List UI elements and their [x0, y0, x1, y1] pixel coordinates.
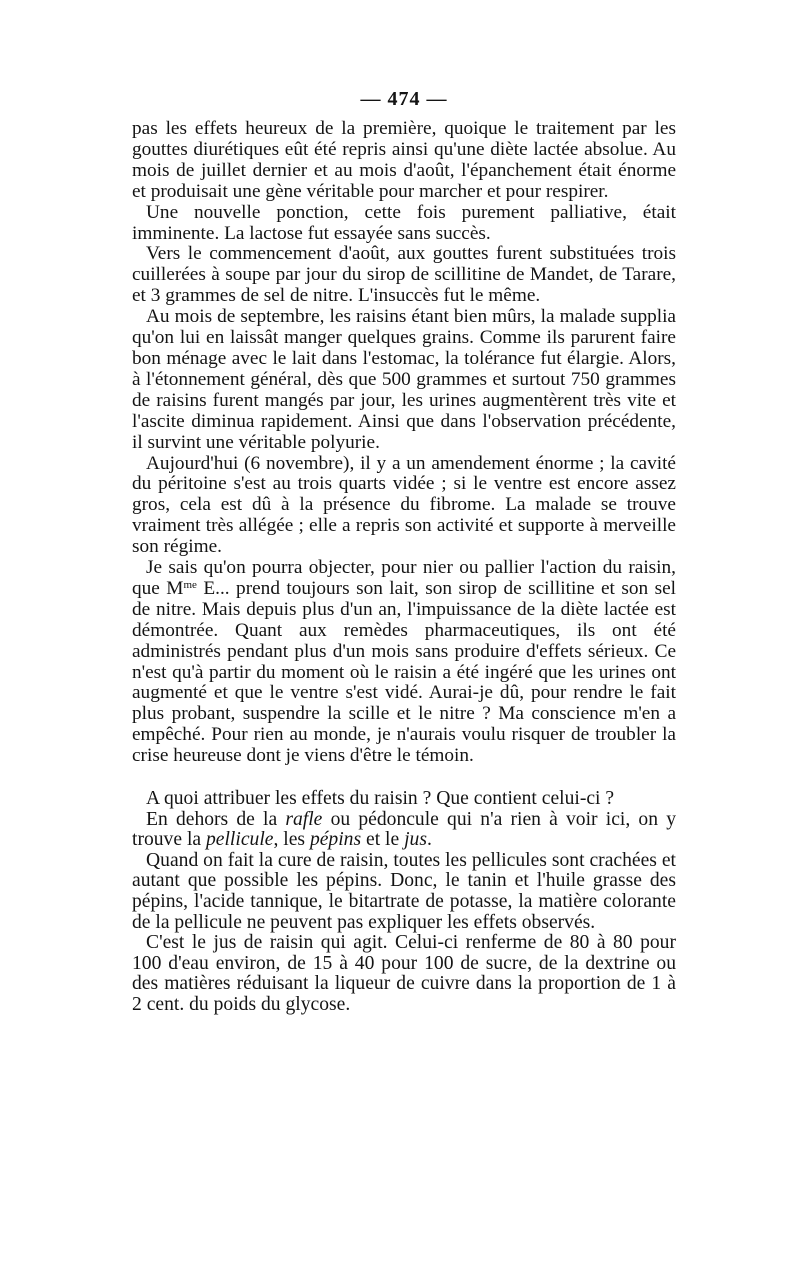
italic-term-rafle: rafle [285, 808, 323, 830]
section-two [132, 789, 676, 1016]
paragraph: Une nouvelle ponction, cette fois purement palliative, était imminente. La lactose fut essayée sans succès. [132, 201, 676, 244]
paragraph [132, 810, 676, 851]
text-run: En dehors de la [146, 808, 286, 830]
text-run: Je sais qu'on pourra objecter, pour nier ou pallier l'action du raisin, que M [132, 557, 676, 599]
paragraph: Au mois de septembre, les raisins étant bien mûrs, la malade supplia qu'on lui en laissât manger quelques grains. Comme ils parurent faire bon ménage avec le lait dans l'estomac, la tolérance fut élargie. Alors, à l'étonnement général, dès que 500 grammes et surtout 750 grammes de raisins furent mangés par jour, les urines augmentèrent très vite et l'ascite diminua rapidement. Ainsi que dans l'observation précédente, il survint une véritable polyurie. [132, 306, 676, 453]
paragraph: Quand on fait la cure de raisin, toutes les pellicules sont crachées et autant que possible les pépins. Donc, le tanin et l'huile grasse des pépins, l'acide tannique, le bitartrate de potasse, la matière colorante de la pellicule ne peuvent pas expliquer les effets observés. [132, 849, 676, 933]
paragraph: A quoi attribuer les effets du raisin ? Que contient celui-ci ? [146, 788, 615, 810]
italic-term-pellicule: pellicule [206, 829, 274, 851]
text-run: , les [273, 829, 310, 851]
superscript: me [183, 578, 197, 591]
paragraph: Aujourd'hui (6 novembre), il y a un amendement énorme ; la cavité du péritoine s'est au trois quarts vidée ; si le ventre est encore assez gros, cela est dû à la présence du fibrome. La malade se trouve vraiment très allégée ; elle a repris son activité et supporte à merveille son régime. [132, 452, 676, 558]
section-gap [132, 767, 676, 789]
text-run: ou pédoncule qui n'a rien à voir ici, on y trouve la [132, 808, 676, 851]
text-run: et le [361, 829, 405, 851]
italic-term-jus: jus [404, 829, 427, 851]
paragraph: C'est le jus de raisin qui agit. Celui-ci renferme de 80 à 80 pour 100 d'eau environ, de 15 à 40 pour 100 de sucre, de la dextrine ou des matières réduisant la liqueur de cuivre dans la proportion de 1 à 2 cent. du poids du glycose. [132, 932, 676, 1016]
text-run: . [426, 829, 432, 851]
text-run: E... prend toujours son lait, son sirop de scillitine et son sel de nitre. Mais depuis plus d'un an, l'impuissance de la diète lactée est démontrée. Quant aux remèdes pharmaceutiques, ils ont été administrés pendant plus d'un mois sans produire d'effets sérieux. Ce n'est qu'à partir du moment où le raisin a été ingéré que les urines ont augmenté et que le ventre s'est vidé. Aurai-je dû, pour rendre le fait plus probant, suspendre la scille et le nitre ? Ma conscience m'en a empêché. Pour rien au monde, je n'aurais voulu risquer de troubler la crise heureuse dont je viens d'être le témoin. [132, 577, 677, 767]
italic-term-pepins: pépins [309, 829, 362, 851]
body-text [132, 119, 676, 1016]
paragraph: pas les effets heureux de la première, quoique le traitement par les gouttes diurétiques eût été repris ainsi qu'une diète lactée absolue. Au mois de juillet dernier et au mois d'août, l'épanchement était énorme et produisait une gène véritable pour marcher et pour respirer. [132, 118, 676, 202]
paragraph: Vers le commencement d'août, aux gouttes furent substituées trois cuillerées à soupe par jour du sirop de scillitine de Mandet, de Tarare, et 3 grammes de sel de nitre. L'insuccès fut le même. [132, 243, 676, 307]
page-number: — 474 — [360, 88, 448, 110]
paragraph [132, 558, 676, 767]
